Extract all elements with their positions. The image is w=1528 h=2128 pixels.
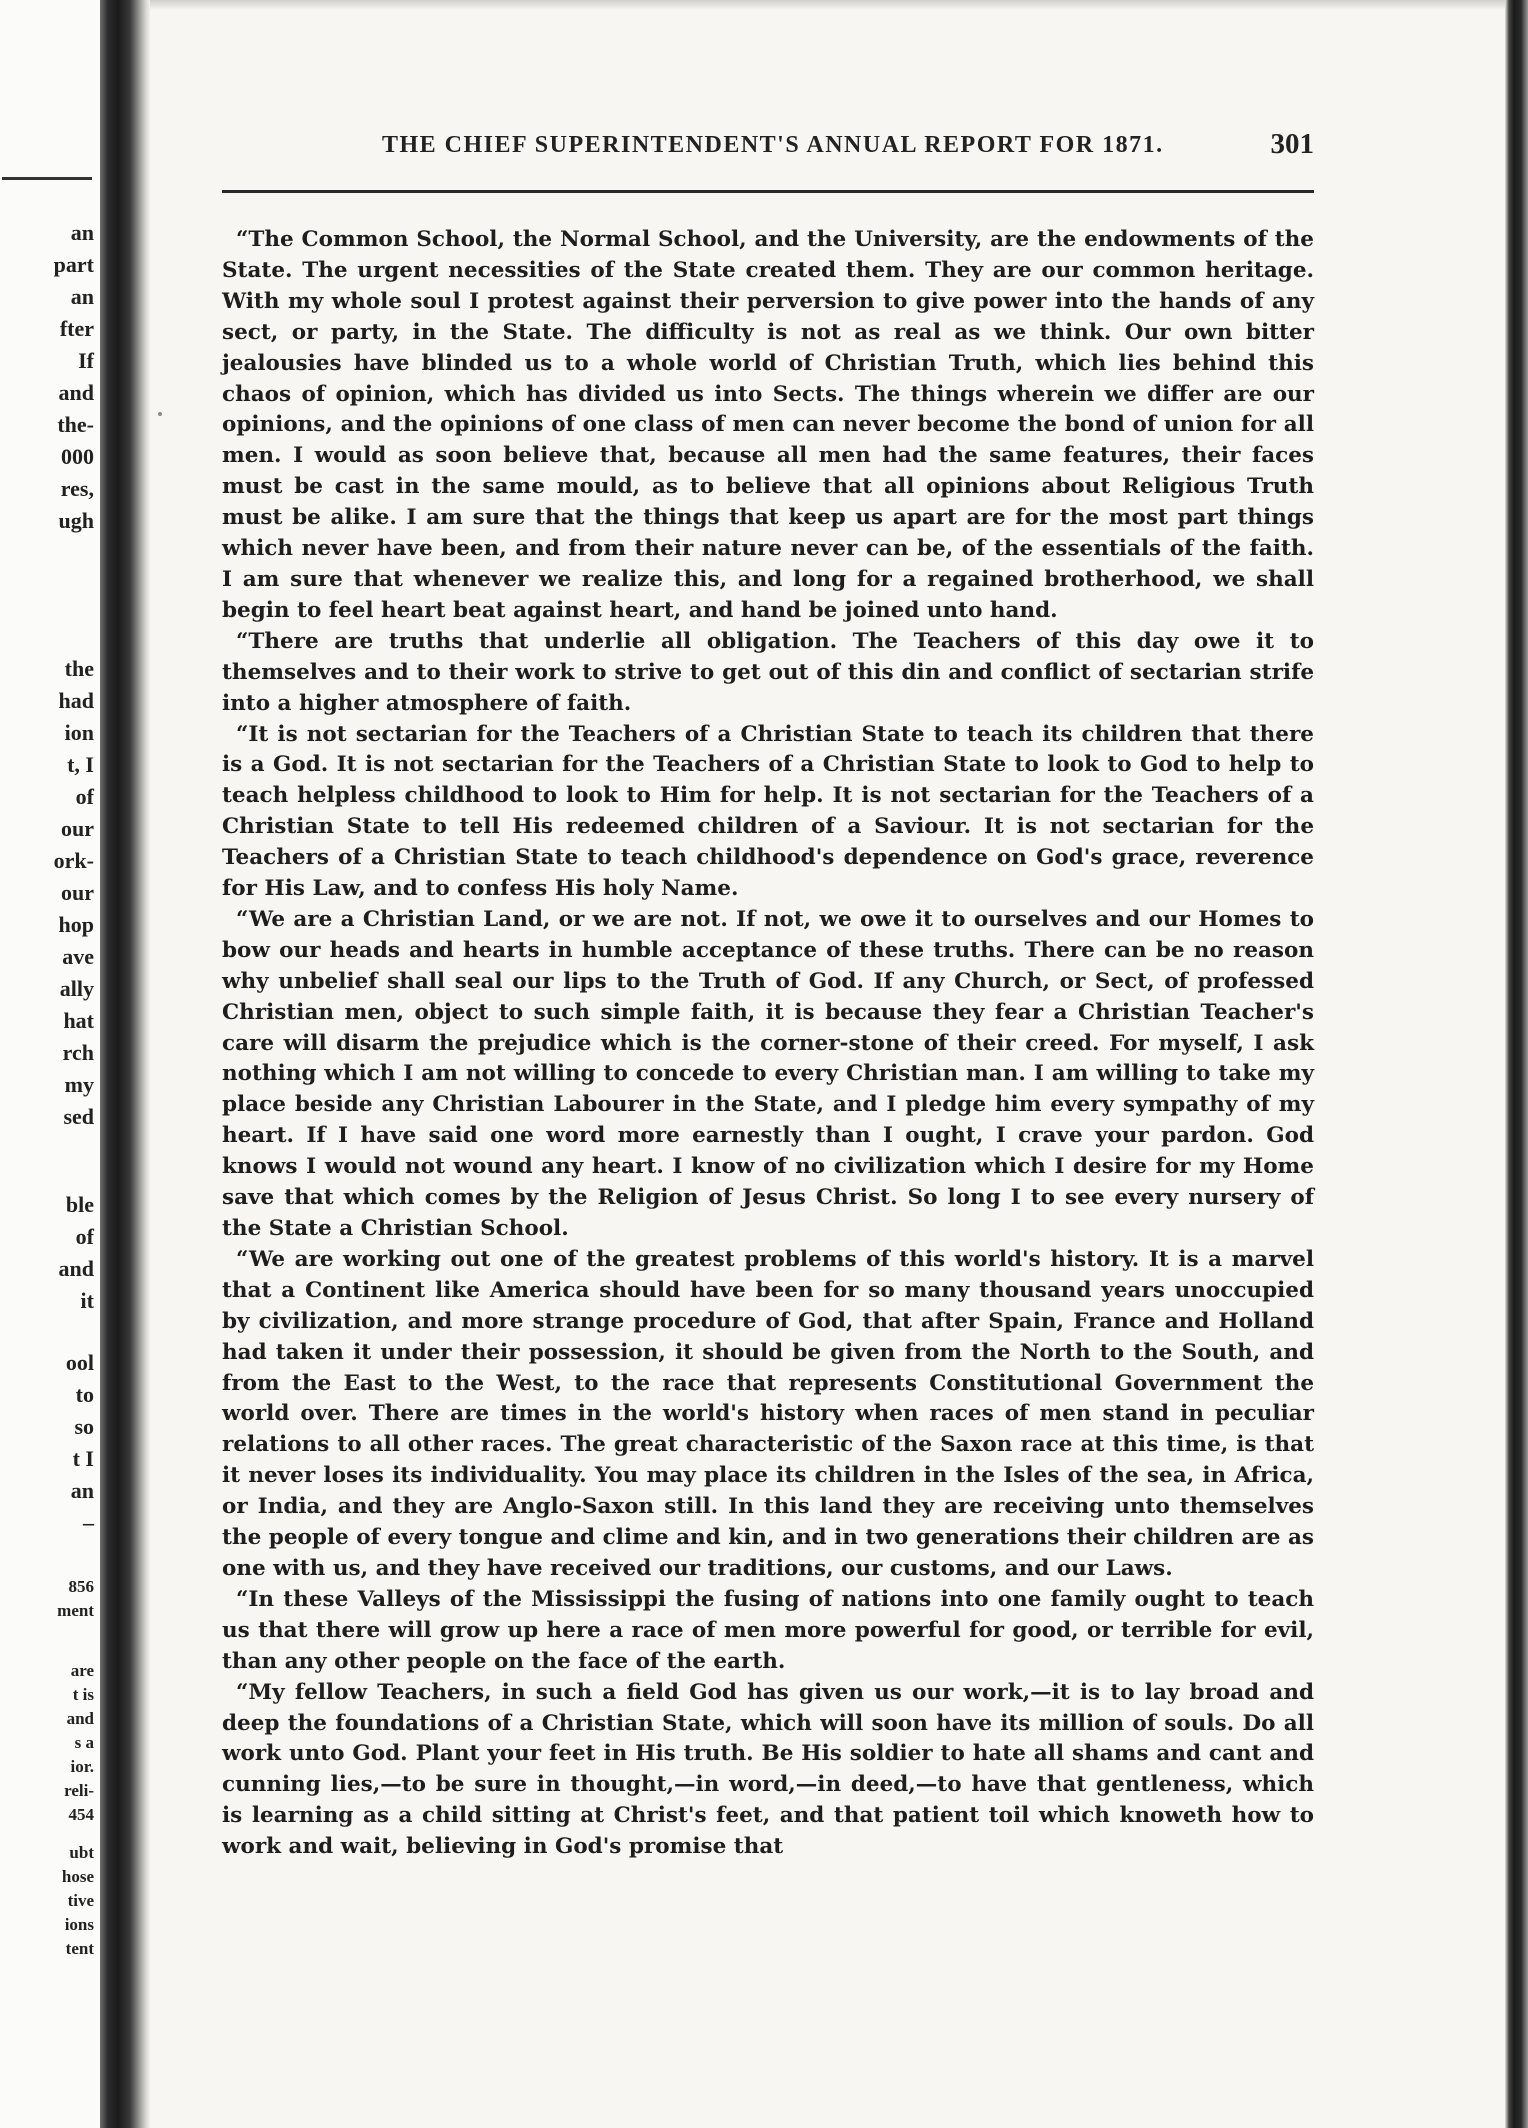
book-gutter bbox=[100, 0, 150, 2128]
facing-page-fragment: ubt bbox=[69, 1843, 94, 1862]
facing-page-fragment: our bbox=[61, 880, 94, 905]
facing-page-fragment: ork- bbox=[53, 848, 94, 873]
facing-page-fragment: ions bbox=[64, 1915, 94, 1934]
facing-page-fragment: t is bbox=[72, 1685, 94, 1704]
facing-page-fragment: hop bbox=[58, 912, 94, 937]
facing-page-fragment: 000 bbox=[61, 444, 94, 469]
facing-page-fragment: ment bbox=[57, 1601, 94, 1620]
facing-page-fragment: – bbox=[83, 1510, 94, 1535]
facing-page-fragment: my bbox=[64, 1072, 94, 1097]
facing-page-fragment: res, bbox=[60, 476, 94, 501]
facing-page-fragment: 454 bbox=[68, 1805, 94, 1824]
running-head bbox=[222, 128, 1314, 168]
paragraph: “There are truths that underlie all obligation. The Teachers of this day owe it to themselves and to their work to strive to get out of this din and conflict of sectarian strife into a higher atmosphere of faith. bbox=[222, 628, 1314, 716]
facing-page-fragment: ally bbox=[59, 976, 94, 1001]
facing-page-fragment: rch bbox=[62, 1040, 94, 1065]
facing-page-fragment: hat bbox=[63, 1008, 94, 1033]
right-binding-edge bbox=[1505, 0, 1528, 2128]
facing-page-fragment: had bbox=[58, 688, 94, 713]
facing-page-fragment: an bbox=[70, 1478, 94, 1503]
page-content bbox=[222, 128, 1314, 1863]
facing-page-rule bbox=[2, 177, 92, 180]
facing-page-fragment: and bbox=[58, 1256, 94, 1281]
top-shadow bbox=[150, 0, 1505, 10]
facing-page-fragment: ugh bbox=[58, 508, 94, 533]
body-text bbox=[222, 225, 1314, 1863]
running-title: THE CHIEF SUPERINTENDENT'S ANNUAL REPORT FOR 1871. bbox=[382, 132, 1164, 158]
paragraph: “It is not sectarian for the Teachers of a Christian State to teach its children that there is a God. It is not sectarian for the Teachers of a Christian State to look to God to help to teach helpless childhood to look to Him for help. It is not sectarian for the Teachers of a Christian State to tell His redeemed children of a Saviour. It is not sectarian for the Teachers of a Christian State to teach childhood's dependence on God's grace, reverence for His Law, and to confess His holy Name. bbox=[222, 721, 1314, 902]
facing-page-fragment: part bbox=[53, 252, 94, 277]
facing-page-fragment: reli- bbox=[64, 1781, 94, 1800]
paragraph: “We are working out one of the greatest problems of this world's history. It is a marvel that a Continent like America should have been for so many thousand years unoccupied by civilization, and more strange procedure of God, that after Spain, France and Holland had taken it under their possession, it should be given from the North to the South, and from the East to the West, to the race that represents Constitutional Government the world over. There are times in the world's history when races of men stand in peculiar relations to all other races. The great characteristic of the Saxon race at this time, is that it never loses its individuality. You may place its children in the Isles of the sea, in Africa, or India, and they are Anglo-Saxon still. In this land they are receiving unto themselves the people of every tongue and clime and kin, and in two generations their children are as one with us, and they have received our traditions, our customs, and our Laws. bbox=[222, 1246, 1314, 1581]
facing-page-fragment: and bbox=[66, 1709, 94, 1728]
facing-page-fragment: are bbox=[70, 1661, 94, 1680]
facing-page-fragment: it bbox=[80, 1288, 94, 1313]
facing-page-fragment: sed bbox=[63, 1104, 94, 1129]
facing-page-fragment: fter bbox=[59, 316, 94, 341]
facing-page-fragment: hose bbox=[61, 1867, 94, 1886]
facing-page-fragment: an bbox=[70, 220, 94, 245]
paragraph: “We are a Christian Land, or we are not. If not, we owe it to ourselves and our Homes to bow our heads and hearts in humble acceptance of these truths. There can be no reason why unbelief shall seal our lips to the Truth of God. If any Church, or Sect, of professed Christian men, object to such simple faith, it is because they fear a Christian Teacher's care will disarm the prejudice which is the corner-stone of their creed. For myself, I ask nothing which I am not willing to concede to every Christian man. I am willing to take my place beside any Christian Labourer in the State, and I pledge him every sympathy of my heart. If I have said one word more earnestly than I ought, I crave your pardon. God knows I would not wound any heart. I know of no civilization which I desire for my Home save that which comes by the Religion of Jesus Christ. So long I to see every nursery of the State a Christian School. bbox=[222, 906, 1314, 1241]
facing-page-fragment: s a bbox=[74, 1733, 94, 1752]
facing-page-fragment: the bbox=[64, 656, 94, 681]
paragraph: “The Common School, the Normal School, and the University, are the endowments of the State. The urgent necessities of the State created them. They are our common heritage. With my whole soul I protest against their perversion to give power into the hands of any sect, or party, in the State. The difficulty is not as real as we think. Our own bitter jealousies have blinded us to a whole world of Christian Truth, which lies behind this chaos of opinion, which has divided us into Sects. The things wherein we differ are our opinions, and the opinions of one class of men can never become the bond of union for all men. I would as soon believe that, because all men had the same features, their faces must be cast in the same mould, as to believe that all opinions about Religious Truth must be alike. I am sure that the things that keep us apart are for the most part things which never have been, and from their nature never can be, of the essentials of the faith. I am sure that whenever we realize this, and long for a regained brotherhood, we shall begin to feel heart beat against heart, and hand be joined unto hand. bbox=[222, 227, 1314, 623]
facing-page-fragment: ior. bbox=[70, 1757, 94, 1776]
paragraph: “In these Valleys of the Mississippi the fusing of nations into one family ought to teach us that there will grow up here a race of men more powerful for good, or terrible for evil, than any other people on the face of the earth. bbox=[222, 1586, 1314, 1674]
facing-page-fragment: t I bbox=[72, 1446, 94, 1471]
facing-page-fragment: t, I bbox=[67, 752, 94, 777]
facing-page-fragment: and bbox=[58, 380, 94, 405]
facing-page-fragment: tent bbox=[65, 1939, 94, 1958]
facing-page-fragment: If bbox=[78, 348, 94, 373]
facing-page-fragment: ool bbox=[65, 1350, 94, 1375]
facing-page-fragment: to bbox=[75, 1382, 94, 1407]
facing-page-fragment: ion bbox=[64, 720, 94, 745]
facing-page-fragment: so bbox=[74, 1414, 94, 1439]
facing-page-fragment: tive bbox=[67, 1891, 94, 1910]
facing-page-fragment: 856 bbox=[68, 1577, 94, 1596]
facing-page-margin bbox=[0, 0, 100, 2128]
paragraph: “My fellow Teachers, in such a field God has given us our work,—it is to lay broad and deep the foundations of a Christian State, which will soon have its million of souls. Do all work unto God. Plant your feet in His truth. Be His soldier to hate all shams and cant and cunning lies,—to be sure in thought,—in word,—in deed,—to have that gentleness, which is learning as a child sitting at Christ's feet, and that patient toil which knoweth how to work and wait, believing in God's promise that bbox=[222, 1679, 1314, 1860]
page-number: 301 bbox=[1270, 128, 1314, 160]
facing-page-fragment: of bbox=[75, 784, 94, 809]
facing-page-fragment: our bbox=[61, 816, 94, 841]
facing-page-fragment: the- bbox=[57, 412, 94, 437]
facing-page-fragment: an bbox=[70, 284, 94, 309]
scan-speck bbox=[158, 412, 162, 416]
facing-page-fragment: ave bbox=[62, 944, 94, 969]
facing-page-fragment: of bbox=[75, 1224, 94, 1249]
facing-page-fragment: ble bbox=[65, 1192, 94, 1217]
header-rule bbox=[222, 190, 1314, 193]
